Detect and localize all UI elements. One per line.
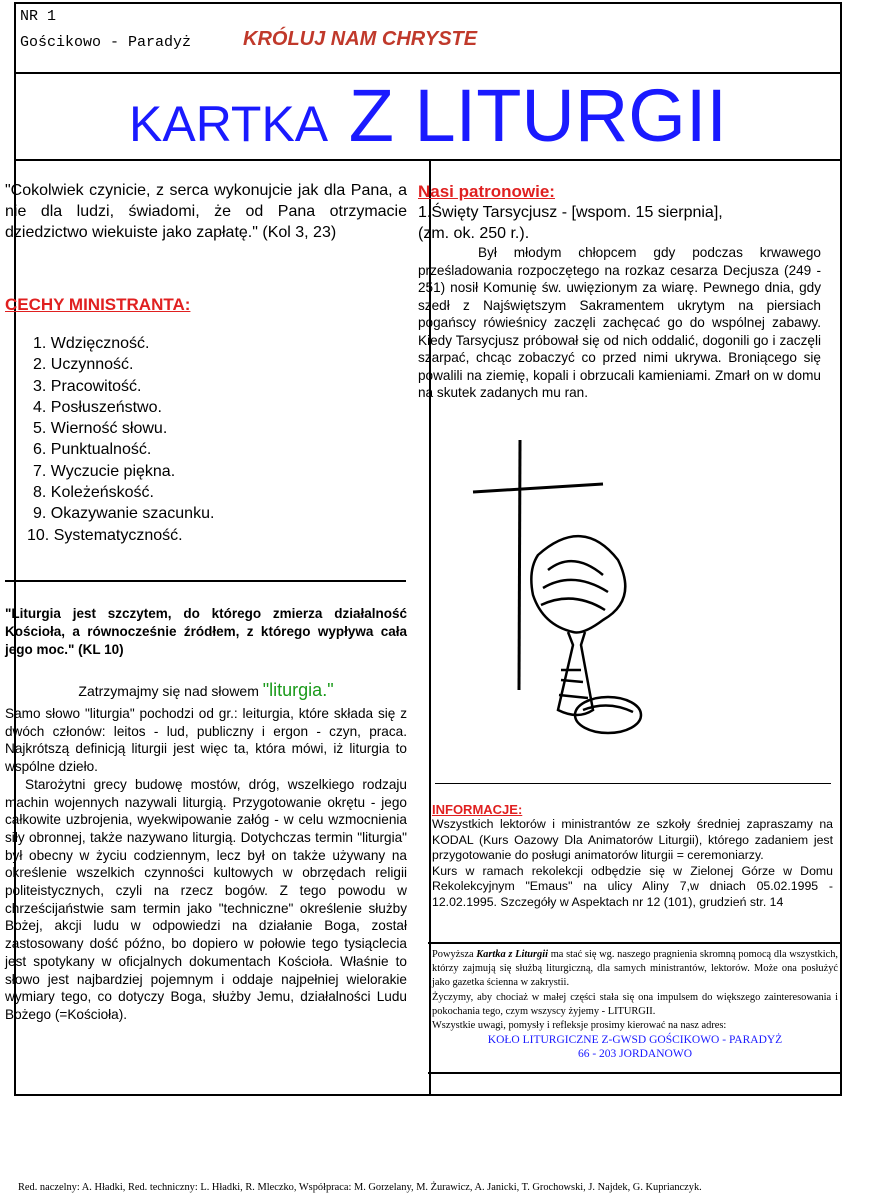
place-name: Gościkowo - Paradyż (20, 34, 192, 51)
right-column (418, 182, 821, 402)
paragraph: Samo słowo "liturgia" pochodzi od gr.: leiturgia, które składa się z dwóch członów: leitos - lud, publiczny i ergon - czyn, praca. Najkrótszą definicją liturgii jest więc ta, która mówi, iż liturgia to wspólne dzieło. (5, 706, 407, 775)
note-paragraph-3: Wszystkie uwagi, pomysły i refleksje prosimy kierować na nasz adres: (432, 1020, 727, 1032)
address-line-2: 66 - 203 JORDANOWO (577, 1048, 693, 1061)
list-item: 6. Punktualność. (33, 441, 152, 459)
liturgia-heading-prefix: Zatrzymajmy się nad słowem (78, 683, 263, 699)
paragraph: Starożytni grecy budowę mostów, dróg, wszelkiego rodzaju machin wojennych nazywali liturgią. Przygotowanie okrętu - jego całkowite uzbrojenia, wyekwipowanie załóg - w celu wzmocnienia siły obronnej, także nazywano liturgią. Dotychczas termin "liturgia" był obecny w życiu codziennym, lecz był on także używany na określenie wszelkich czynności kultowych w obrzędach religii politeistycznych, czyli na rzecz bogów. Z tego powodu w chrześcijaństwie sam termin jako "techniczne" określenie służby Bożej, akcji ludu w odpowiedzi na działanie Boga, został zastosowany dość późno, bo dopiero w połowie tego tysiąclecia jest spotykany w oficjalnych dokumentach Kościoła. Właśnie to słowo jest najbardziej pojemnym i oddaje najpełniej wielorakie wymiary tego, co dotyczy Boga, służby Jemu, działalności Ludu Bożego (=Kościoła). (5, 776, 407, 1022)
address-line-1: KOŁO LITURGICZNE Z-GWSD GOŚCIKOWO - PARADYŻ (487, 1034, 783, 1047)
note-rest: ma stać się wg. naszego pragnienia skromną pomocą dla wszystkich, którzy zajmują się służbą liturgiczną, dla samych ministrantów, lektorów. Może ona posłużyć jako gazetka ścienna w zakrystii. (432, 949, 839, 989)
list-item: 2. Uczynność. (33, 356, 134, 374)
patrons-heading: Nasi patronowie: (418, 182, 555, 201)
liturgia-text (5, 705, 407, 1024)
note-paragraph-1 (432, 948, 838, 991)
saint-dates: (zm. ok. 250 r.). (418, 225, 530, 242)
note-top-divider (428, 942, 841, 944)
list-item: 10. Systematyczność. (27, 526, 183, 544)
cechy-heading: CECHY MINISTRANTA: (5, 295, 191, 314)
liturgia-word: "liturgia." (262, 680, 334, 700)
list-item: 7. Wyczucie piękna. (33, 462, 176, 480)
info-text-2: Kurs w ramach rekolekcji odbędzie się w Zielonej Górze w Domu Rekolekcyjnym "Emaus" na ulicy Aliny 7,w dniach 05.02.1995 - 12.02.1995. Szczegóły w Aspektach nr 12 (101), grudzień str. 14 (432, 863, 833, 909)
list-item: 4. Posłuszeństwo. (33, 398, 162, 416)
editorial-footer: Red. naczelny: A. Hładki, Red. techniczny: L. Hładki, R. Mleczko, Współpraca: M. Gorzelany, M. Żurawicz, A. Janicki, T. Grochowski, J. Najdek, G. Kuprianczyk. (18, 1182, 702, 1193)
note-paragraph-2: Życzymy, aby chociaż w małej części stała się ona impulsem do większego zainteresowania i pokochania tego, czym wszyscy żyjemy - LITURGII. (432, 991, 838, 1017)
info-heading: INFORMACJE: (432, 802, 523, 817)
chalice-cross-illustration (433, 420, 697, 768)
masthead-title (16, 76, 840, 164)
saint-story-text: Był młodym chłopcem gdy podczas krwawego prześladowania rozpoczętego na rozkaz cesarza Decjusza (249 - 251) nosił Komunię św. uwięzionym za wiarę. Pewnego dnia, gdy szedł z Najświętszym Sakramentem ukrytym na piersiach pogańscy rówieśnicy zaczęli zachęcać go do wspólnej zabawy. Kiedy Tarsycjusz próbował się od nich oddalić, dogonili go i zaczęli szarpać, chcąc zobaczyć co przed nimi ukrywa. Broniącego się powalili na ziemię, kopali i obrzucali kamieniami. Zmarł on w domu na skutek zadanych mu ran. (418, 245, 821, 400)
masthead-title-small: KARTKA (129, 96, 329, 152)
note-bottom-divider (428, 1072, 841, 1074)
cechy-list (5, 333, 407, 546)
left-divider (5, 580, 406, 582)
list-item: 5. Wierność słowu. (33, 420, 168, 438)
list-item: 1. Wdzięczność. (33, 335, 150, 352)
bible-quote: "Cokolwiek czynicie, z serca wykonujcie jak dla Pana, a nie dla ludzi, świadomi, że od Pana otrzymacie dziedzictwo wiekuiste jako zapłatę." (Kol 3, 23) (5, 182, 407, 241)
saint-name: 1.Święty Tarsycjusz - [wspom. 15 sierpnia], (418, 204, 723, 221)
note-pre: Powyższa (432, 949, 477, 960)
list-item: 9. Okazywanie szacunku. (33, 505, 215, 523)
right-divider (435, 783, 831, 784)
masthead-title-big: Z LITURGII (328, 74, 727, 157)
info-section (432, 802, 833, 911)
editorial-note (432, 948, 838, 1062)
liturgia-heading (5, 680, 407, 701)
motto: KRÓLUJ NAM CHRYSTE (243, 28, 478, 50)
header-top (16, 4, 840, 74)
note-title: Kartka z Liturgii (476, 949, 549, 960)
issue-number: NR 1 (20, 8, 57, 25)
list-item: 8. Koleżeńskość. (33, 484, 154, 502)
saint-story (418, 244, 821, 402)
left-column (5, 180, 407, 546)
info-text-1: Wszystkich lektorów i ministrantów ze szkoły średniej zapraszamy na KODAL (Kurs Oazowy Dla Animatorów Liturgii), którego zadaniem jest przygotowanie do posługi animatorów liturgii = ceremoniarzy. (432, 817, 833, 863)
header-divider (16, 159, 840, 161)
list-item: 3. Pracowitość. (33, 377, 142, 395)
kl-quote: "Liturgia jest szczytem, do którego zmierza działalność Kościoła, a równocześnie źródłem, z którego wypływa cała jego moc." (KL 10) (5, 606, 407, 657)
